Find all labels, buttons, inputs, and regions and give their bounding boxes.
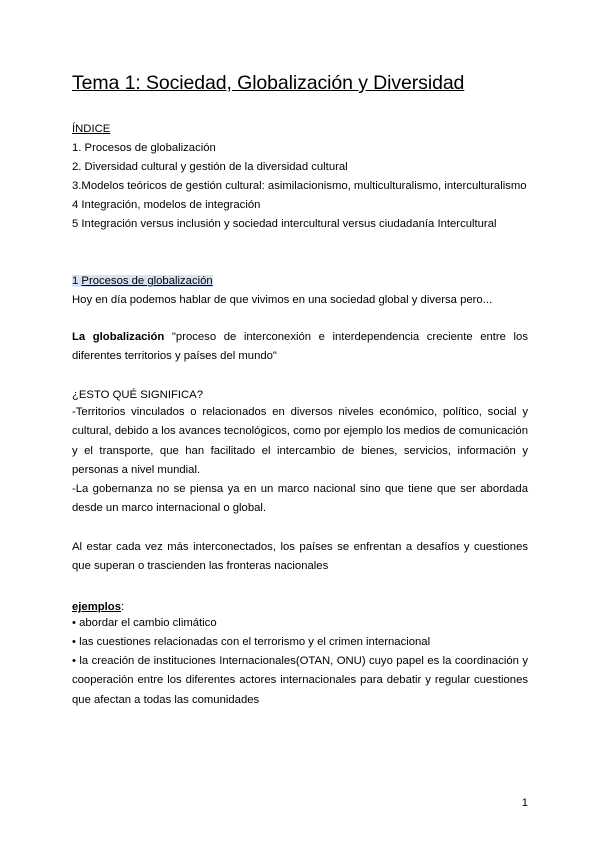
point-2: -La gobernanza no se piensa ya en un marco nacional sino que tiene que ser abordada desde un marco internacional o global. <box>72 483 528 515</box>
index-item-2: 2. Diversidad cultural y gestión de la diversidad cultural <box>72 161 348 173</box>
section-number: 1 <box>72 275 82 287</box>
index-item-3: 3.Modelos teóricos de gestión cultural: asimilacionismo, multiculturalismo, interculturalismo <box>72 180 527 192</box>
point-1: -Territorios vinculados o relacionados en diversos niveles económico, político, social y cultural, debido a los avances tecnológicos, como por ejemplo los medios de comunicación y el transporte, que han facilitado el intercambio de bienes, servicios, información y personas a nivel mundial. <box>72 406 528 476</box>
definition-text: "proceso de interconexión e interdependencia creciente entre los diferentes territorios y países del mundo" <box>72 331 528 363</box>
page-number: 1 <box>521 797 528 809</box>
examples-heading <box>72 600 124 614</box>
example-item-2: • las cuestiones relacionadas con el terrorismo y el crimen internacional <box>72 636 431 648</box>
definition-term: La globalización <box>72 331 165 343</box>
definition-paragraph <box>72 328 528 367</box>
index-item-5: 5 Integración versus inclusión y sociedad intercultural versus ciudadanía Intercultural <box>72 218 497 230</box>
question-heading: ¿ESTO QUÉ SIGNIFICA? <box>72 389 203 401</box>
index-heading: ÍNDICE <box>72 123 111 135</box>
section-intro: Hoy en día podemos hablar de que vivimos en una sociedad global y diversa pero... <box>72 294 493 306</box>
example-item-1: • abordar el cambio climático <box>72 617 217 629</box>
section-heading <box>72 274 213 288</box>
challenges-paragraph: Al estar cada vez más interconectados, los países se enfrentan a desafíos y cuestiones que superan o trascienden las fronteras nacionales <box>72 541 528 573</box>
examples-label: ejemplos <box>72 601 121 613</box>
section-title: Procesos de globalización <box>81 275 213 287</box>
document-title: Tema 1: Sociedad, Globalización y Diversidad <box>72 72 465 94</box>
example-item-3: • la creación de instituciones Internacionales(OTAN, ONU) cuyo papel es la coordinación y cooperación entre los diferentes actores internacionales para debatir y regular cuestiones que afectan a todas las comunidades <box>72 655 528 706</box>
index-item-4: 4 Integración, modelos de integración <box>72 199 261 211</box>
examples-colon: : <box>120 601 125 613</box>
index-item-1: 1. Procesos de globalización <box>72 142 216 154</box>
